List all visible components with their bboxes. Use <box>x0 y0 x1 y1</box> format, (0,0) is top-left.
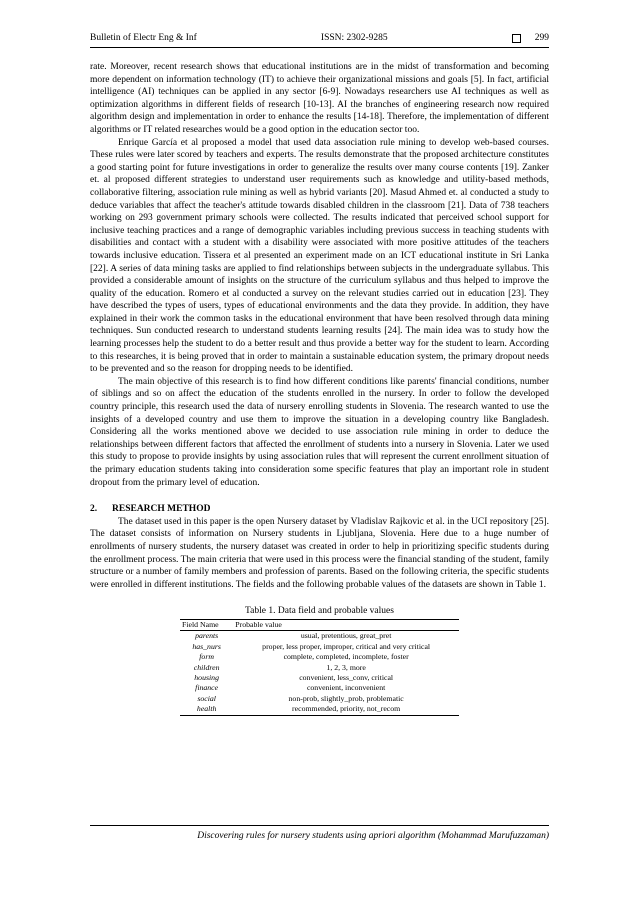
probable-value: non-prob, slightly_prob, problematic <box>288 693 404 703</box>
table-row <box>180 631 459 642</box>
field-name: finance <box>195 683 219 693</box>
probable-value: usual, pretentious, great_pret <box>300 631 392 641</box>
table-row <box>180 642 459 652</box>
column-header: Probable value <box>233 619 459 630</box>
section-heading <box>90 503 549 516</box>
paragraph: The dataset used in this paper is the open Nursery dataset by Vladislav Rajkovic et al. in the UCI repository [25]. The dataset consists of information on Nursery students in Ljubljana, Slovenia. Here due to a huge number of enrollments of nursery students, the nursery dataset was created in order to help in prioritizing specific students during the enrollment process. The main criteria that were used in this process were the financial standing of the student, family structure or a number of family members and profession of parents. Based on the following criteria, the specific students were enrolled in different institutions. The fields and the following probable values of the datasets are shown in Table 1. <box>90 516 549 590</box>
field-name: health <box>180 704 233 715</box>
field-name: housing <box>194 672 219 682</box>
checkbox-square-icon <box>512 34 521 43</box>
probable-value: proper, less proper, improper, critical and very critical <box>262 641 431 651</box>
paragraph: Enrique García et al proposed a model that used data association rule mining to develop web-based courses. These rules were later scored by teachers and experts. The results demonstrate that the proposed architecture constitutes a good starting point for future investigations in order to generalize the results over many course contents [19]. Zanker et. al proposed different strategies to understand user requirements such as knowledge and utility-based methods, collaborative filtering, association rule mining as well as hybrid variants [20]. Masud Ahmed et. al conducted a study to deduce variables that affect the teacher's attitude towards disabled children in the classroom [21]. Data of 738 teachers working on 293 government primary schools were collected. The results indicated that perceived school support for inclusive teaching practices and a range of demographic variables including previous success in teaching students with disabilities and contact with a student with a disability were associated with more positive attitudes of the teachers towards inclusive education. Tissera et al presented an experiment made on an ICT educational institute in Sri Lanka [22]. A series of data mining tasks are applied to find relationships between subjects in the undergraduate syllabus. This provided a considerable amount of insights on the structure of the curriculum syllabus and thus helped to improve the quality of the education. Romero et al conducted a survey on the relevant studies carried out in education [23]. They have described the types of users, types of educational environments and the data they provide. In addition, they have explained in their work the common tasks in the educational environment that have been resolved through data mining techniques. Sun conducted research to understand students learning results [24]. The main idea was to study how the learning processes help the student to do a better result and thus provide a better way for the student to learn. According to this researches, it is being proved that in order to maintain a sustainable education system, the primary dropout needs to be prevented and so the reason for dropping needs to be identified. <box>90 137 549 375</box>
running-footer: Discovering rules for nursery students using apriori algorithm (Mohammad Marufuzzaman) <box>197 831 549 841</box>
table-caption: Table 1. Data field and probable values <box>245 606 394 617</box>
table-header-row <box>180 619 459 630</box>
probable-value: convenient, inconvenient <box>306 683 386 693</box>
table-row <box>180 673 459 683</box>
field-name: children <box>193 662 220 672</box>
probable-value: complete, completed, incomplete, foster <box>283 652 409 662</box>
probable-value: 1, 2, 3, more <box>326 662 366 672</box>
footer-rule <box>90 825 549 826</box>
table-1 <box>90 605 549 715</box>
body-text <box>90 61 549 716</box>
header-rule <box>90 47 549 48</box>
journal-name: Bulletin of Electr Eng & Inf <box>90 33 197 43</box>
running-header <box>90 33 549 43</box>
field-name: form <box>199 652 214 662</box>
table-row <box>180 652 459 662</box>
field-name: parents <box>195 631 219 641</box>
probable-value: convenient, less_conv, critical <box>299 672 394 682</box>
table-row <box>180 694 459 704</box>
issn: ISSN: 2302-9285 <box>320 33 388 43</box>
paragraph: The main objective of this research is to find how different conditions like parents' financial conditions, number of siblings and so on affect the education of the students enrolled in the nursery. In order to follow the developed country principle, this research used the data of nursery enrolling students in Slovenia. The research wanted to use the insights of a developed country and use them to improve the situation in a developing country like Bangladesh. Considering all the works mentioned above we decided to use association rule mining in order to deduce the relationships between different factors that affected the enrollment of students into a nursery in Slovenia. Later we used this study to propose to provide insights by using association rules that will represent the current enrollment situation of the primary education students taking into consideration some specific features that play an important role in student dropout from the primary level of education. <box>90 376 549 488</box>
section-title: RESEARCH METHOD <box>112 504 211 515</box>
section-number: 2. <box>90 504 98 515</box>
field-name: social <box>197 693 216 703</box>
table-row <box>180 683 459 693</box>
probable-value: recommended, priority, not_recom <box>233 704 459 715</box>
table-row <box>180 704 459 715</box>
page-number: 299 <box>534 33 549 43</box>
column-header: Field Name <box>180 619 233 630</box>
field-name: has_nurs <box>192 641 221 651</box>
data-table <box>180 619 459 716</box>
paragraph: rate. Moreover, recent research shows that educational institutions are in the midst of transformation and becoming more dependent on information technology (IT) to achieve their organizational missions and goals [5]. In fact, artificial intelligence (AI) techniques can be applied in any sector [6-9]. Nowadays researchers use AI techniques as well as optimization algorithms in different fields of research [10-13]. AI the branches of engineering research now required algorithm design and implementation in order to enhance the results [14-18]. Therefore, the implementation of different algorithms or IT related researches would be a good option in the education sector too. <box>90 62 549 135</box>
header-right <box>512 33 549 43</box>
table-row <box>180 663 459 673</box>
